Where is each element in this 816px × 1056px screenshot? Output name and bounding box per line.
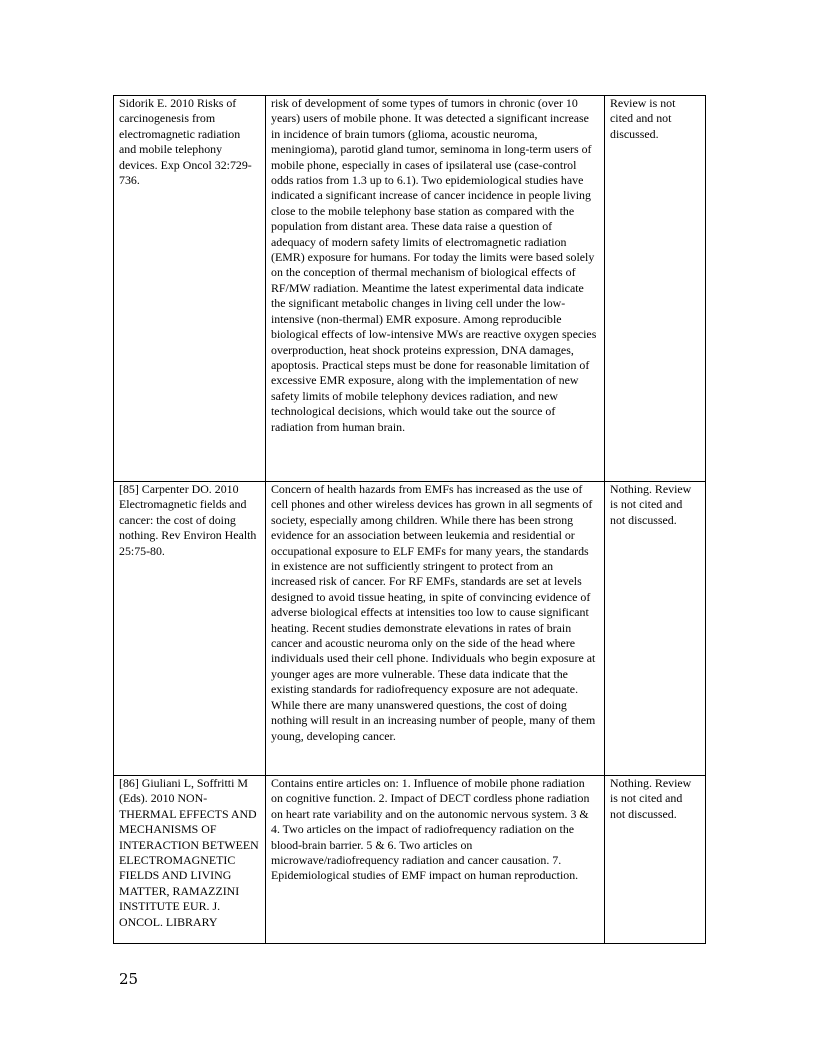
table-row xyxy=(114,96,706,482)
table-row xyxy=(114,776,706,944)
summary-text: risk of development of some types of tumors in chronic (over 10 years) users of mobile phone. It was detected a significant increase in incidence of brain tumors (glioma, acoustic neuroma, meningioma), parotid gland tumor, seminoma in long-term users of mobile phone, especially in cases of ipsilateral use (case-control odds ratios from 1.3 up to 6.1). Two epidemiological studies have indicated a significant increase of cancer incidence in people living close to the mobile telephony base station as compared with the population from distant area. These data raise a question of adequacy of modern safety limits of electromagnetic radiation (EMR) exposure for humans. For today the limits were based solely on the conception of thermal mechanism of biological effects of RF/MW radiation. Meantime the latest experimental data indicate the significant metabolic changes in living cell under the low-intensive (non-thermal) EMR exposure. Among reproducible biological effects of low-intensive MWs are reactive oxygen species overproduction, heat shock proteins expression, DNA damages, apoptosis. Practical steps must be done for reasonable limitation of excessive EMR exposure, along with the implementation of new safety limits of mobile telephony devices radiation, and new technological decisions, which would take out the source of radiation from human brain. xyxy=(271,96,597,434)
comment-cell xyxy=(605,96,706,482)
citation-cell xyxy=(114,96,266,482)
citation-text: [86] Giuliani L, Soffritti M (Eds). 2010 NON-THERMAL EFFECTS AND MECHANISMS OF INTERACTION BETWEEN ELECTROMAGNETIC FIELDS AND LIVING MATTER, RAMAZZINI INSTITUTE EUR. J. ONCOL. LIBRARY xyxy=(119,776,259,929)
citation-text: [85] Carpenter DO. 2010 Electromagnetic fields and cancer: the cost of doing nothing. Rev Environ Health 25:75-80. xyxy=(119,482,257,558)
citation-cell xyxy=(114,482,266,776)
summary-cell xyxy=(266,482,605,776)
citation-text: Sidorik E. 2010 Risks of carcinogenesis from electromagnetic radiation and mobile telephony devices. Exp Oncol 32:729-736. xyxy=(119,96,252,188)
summary-cell xyxy=(266,776,605,944)
summary-text: Contains entire articles on: 1. Influence of mobile phone radiation on cognitive function. 2. Impact of DECT cordless phone radiation on heart rate variability and on the autonomic nervous system. 3 & 4. Two articles on the impact of radiofrequency radiation on the blood-brain barrier. 5 & 6. Two articles on microwave/radiofrequency radiation and cancer causation. 7. Epidemiological studies of EMF impact on human reproduction. xyxy=(271,776,590,883)
comment-text: Review is not cited and not discussed. xyxy=(610,96,676,141)
review-table xyxy=(113,95,706,944)
comment-text: Nothing. Review is not cited and not discussed. xyxy=(610,482,692,527)
summary-cell xyxy=(266,96,605,482)
table-row xyxy=(114,482,706,776)
comment-cell xyxy=(605,776,706,944)
page-number: 25 xyxy=(119,970,139,988)
comment-cell xyxy=(605,482,706,776)
summary-text: Concern of health hazards from EMFs has increased as the use of cell phones and other wireless devices has grown in all segments of society, especially among children. While there has been strong evidence for an association between leukemia and residential or occupational exposure to ELF EMFs for many years, the standards in existence are not sufficiently stringent to protect from an increased risk of cancer. For RF EMFs, standards are set at levels designed to avoid tissue heating, in spite of convincing evidence of adverse biological effects at intensities too low to cause significant heating. Recent studies demonstrate elevations in rates of brain cancer and acoustic neuroma only on the side of the head where individuals used their cell phone. Individuals who begin exposure at younger ages are more vulnerable. These data indicate that the existing standards for radiofrequency exposure are not adequate. While there are many unanswered questions, the cost of doing nothing will result in an increasing number of people, many of them young, developing cancer. xyxy=(271,482,596,743)
citation-cell xyxy=(114,776,266,944)
comment-text: Nothing. Review is not cited and not discussed. xyxy=(610,776,692,821)
